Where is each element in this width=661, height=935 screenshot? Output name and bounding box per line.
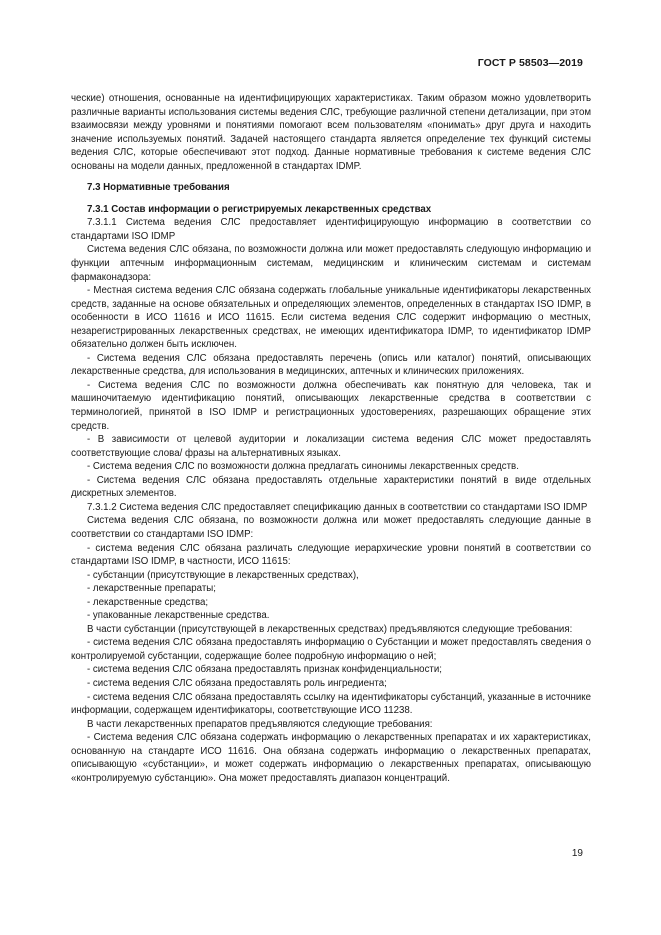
list-item-concept-catalog: - Система ведения СЛС обязана предоставлять перечень (опись или каталог) понятий, описывающих лекарственные средства, для использования в медицинских, аптечных и клинических приложениях.: [71, 352, 591, 378]
list-item-ingredient-role: - система ведения СЛС обязана предоставлять роль ингредиента;: [87, 677, 387, 689]
list-item-hierarchical-levels: - система ведения СЛС обязана различать следующие иерархические уровни понятий в соответствии со стандартами ISO IDMP, в частности, ИСО 11615:: [71, 542, 591, 568]
page-number: 19: [571, 848, 583, 859]
list-item-human-machine-identification: - Система ведения СЛС по возможности должна обеспечивать как понятную для человека, так и машиночитаемую идентификацию понятий, описывающих лекарственные средства в соответствии с терминологией, принятой в ISO IDMP и регистрационных удостоверениях, разрешающих обращение этих средств.: [71, 379, 591, 432]
list-item-medicinal-preparations: - лекарственные препараты;: [87, 583, 216, 595]
paragraph-substance-requirements: В части субстанции (присутствующей в лекарственных средствах) предъявляются следующие требования:: [87, 623, 573, 635]
paragraph-continuation: ческие) отношения, основанные на идентифицирующих характеристиках. Таким образом можно удовлетворить различные варианты использования системы ведения СЛС, требующие различной степени детализации, при этом взаимосвязи между уровнями и понятиями помогают всем пользователям «понимать» друг друга и находить значение используемых понятий. Задачей настоящего стандарта является определение тех функций системы ведения СЛС, которые обеспечивают этот подход. Данные нормативные требования к системе ведения СЛС основаны на модели данных, предложенной в стандартах IDMP.: [71, 93, 591, 172]
list-item-substance-identifiers: - система ведения СЛС обязана предоставлять ссылку на идентификаторы субстанций, указанные в источнике информации, содержащем идентификаторы, соответствующие ИСО 11238.: [71, 691, 591, 717]
list-item-substance-info: - система ведения СЛС обязана предоставлять информацию о Субстанции и может предоставлять сведения о контролируемой субстанции, содержащие более подробную информацию о ней;: [71, 637, 591, 662]
clause-7-3-1-2: 7.3.1.2 Система ведения СЛС предоставляет спецификацию данных в соответствии со стандартами ISO IDMP: [87, 501, 588, 513]
list-item-confidentiality: - система ведения СЛС обязана предоставлять признак конфиденциальности;: [87, 664, 442, 676]
list-item-discrete-elements: - Система ведения СЛС обязана предоставлять отдельные характеристики понятий в виде отдельных дискретных элементов.: [71, 474, 591, 500]
list-item-synonyms: - Система ведения СЛС по возможности должна предлагать синонимы лекарственных средств.: [87, 461, 519, 473]
list-item-packaged-products: - упакованные лекарственные средства.: [87, 610, 270, 622]
paragraph-preparation-requirements: В части лекарственных препаратов предъявляются следующие требования:: [87, 718, 433, 730]
paragraph-intro-info-functions: Система ведения СЛС обязана, по возможности должна или может предоставлять следующую информацию и функции аптечным информационным системам, медицинским и клиническим системам и системам фармаконадзора:: [71, 244, 591, 283]
paragraph-intro-data-spec: Система ведения СЛС обязана, по возможности должна или может предоставлять следующие данные в соответствии со стандартами ISO IDMP:: [71, 515, 591, 540]
list-item-medicinal-products: - лекарственные средства;: [87, 596, 209, 608]
list-item-global-identifiers: - Местная система ведения СЛС обязана содержать глобальные уникальные идентификаторы лекарственных средств, заданные на основе обязательных и определяющих элементов, определенных в стандартах ISO IDMP, в особенности в ИСО 11616 и ИСО 11615. Если система ведения СЛС содержит информацию о местных, незарегистрированных лекарственных средствах, не имеющих идентификатора IDMP, то идентификатор IDMP обязательно должен быть исключен.: [71, 285, 591, 351]
list-item-alternative-languages: - В зависимости от целевой аудитории и локализации система ведения СЛС может предоставлять соответствующие слова/ фразы на альтернативных языках.: [71, 434, 591, 459]
list-item-substances: - субстанции (присутствующие в лекарственных средствах),: [87, 569, 359, 581]
document-header-gost-number: ГОСТ Р 58503—2019: [477, 57, 583, 69]
section-heading-7-3: 7.3 Нормативные требования: [87, 182, 230, 194]
list-item-preparation-info: - Система ведения СЛС обязана содержать информацию о лекарственных препаратах и их характеристиках, основанную на стандарте ИСО 11616. Она обязана содержать информацию о лекарственных препаратах, описывающую «субстанции», и может содержать информацию о лекарственных препаратах, описывающую «контролируемую субстанцию». Она может предоставлять диапазон концентраций.: [71, 732, 591, 784]
document-body: [71, 92, 591, 785]
clause-7-3-1-1: 7.3.1.1 Система ведения СЛС предоставляет идентифицирующую информацию в соответствии со стандартами ISO IDMP: [71, 217, 591, 242]
subsection-heading-7-3-1: 7.3.1 Состав информации о регистрируемых лекарственных средствах: [87, 203, 432, 215]
